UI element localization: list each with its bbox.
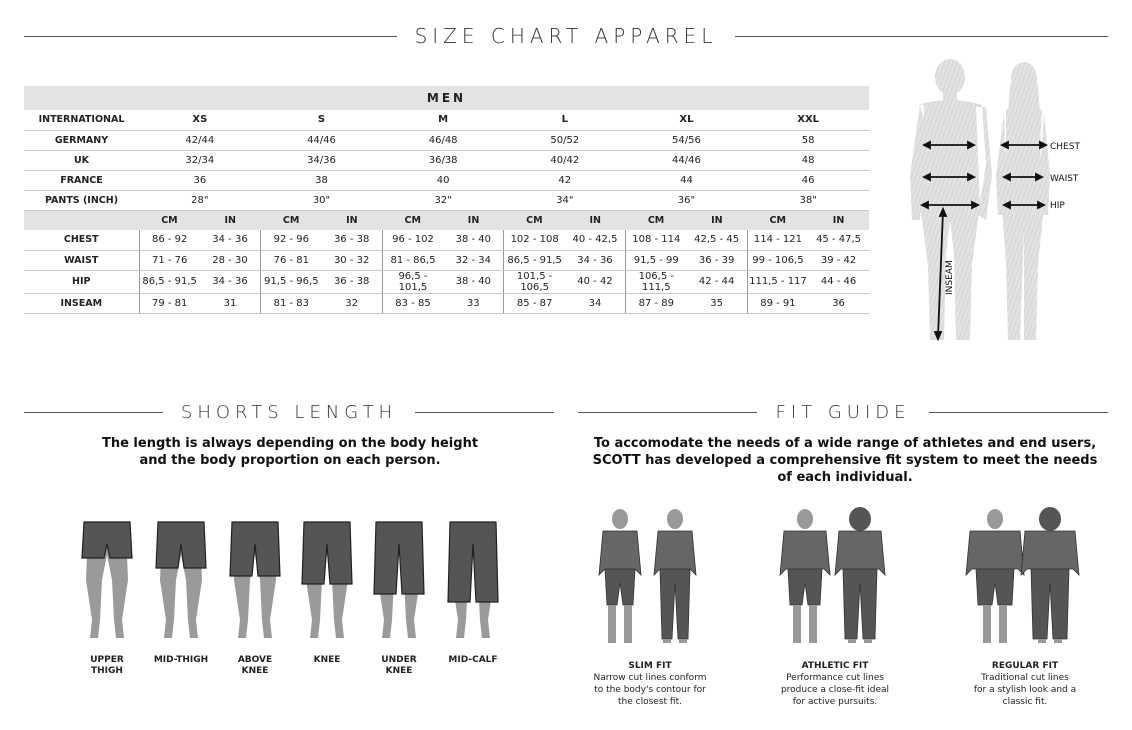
male-silhouette — [910, 59, 992, 340]
shorts-length-label — [433, 655, 513, 666]
shorts-length-label — [359, 655, 439, 677]
shorts-label-line1: MID-THIGH — [153, 655, 209, 665]
size-cell: 38" — [747, 190, 869, 210]
men-header: MEN — [24, 86, 869, 110]
size-chart — [24, 86, 869, 314]
measure-cell: 71 - 76 — [139, 250, 200, 270]
measure-cell: 30 - 32 — [321, 250, 382, 270]
fit-desc-line: Performance cut lines — [786, 673, 884, 683]
measure-cell: 86,5 - 91,5 — [504, 250, 565, 270]
page-title: SIZE CHART APPAREL — [414, 24, 718, 48]
fit-name: SLIM FIT — [628, 661, 672, 671]
shorts-rule-right — [415, 412, 554, 413]
fit-desc-line: for active pursuits. — [792, 697, 878, 707]
measure-cell: 96,5 - 101,5 — [382, 270, 443, 293]
measure-cell: 31 — [200, 293, 261, 313]
measure-cell: 114 - 121 — [747, 230, 808, 250]
measure-cell: 79 - 81 — [139, 293, 200, 313]
unit-cm: CM — [139, 210, 200, 230]
measure-cell: 96 - 102 — [382, 230, 443, 250]
measure-cell: 45 - 47,5 — [808, 230, 869, 250]
fit-desc-line2: SCOTT has developed a comprehensive fit system to meet the needs — [592, 453, 1098, 468]
size-cell: 44/46 — [626, 150, 748, 170]
measure-cell: 42 - 44 — [686, 270, 747, 293]
size-cell: 34/36 — [261, 150, 383, 170]
unit-cm: CM — [504, 210, 565, 230]
size-cell: 38 — [261, 170, 383, 190]
shorts-item — [364, 520, 434, 644]
size-cell: 36/38 — [382, 150, 504, 170]
size-cell: 54/56 — [626, 130, 748, 150]
unit-in: IN — [443, 210, 504, 230]
measure-cell: 38 - 40 — [443, 270, 504, 293]
size-label: M — [382, 110, 504, 130]
row-label: INTERNATIONAL — [24, 110, 139, 130]
measure-cell: 35 — [686, 293, 747, 313]
fit-desc-line: produce a close-fit ideal — [780, 685, 890, 695]
unit-in: IN — [321, 210, 382, 230]
unit-in: IN — [686, 210, 747, 230]
shorts-label-line1: KNEE — [313, 655, 341, 665]
row-label: PANTS (INCH) — [24, 190, 139, 210]
measure-cell: 34 - 36 — [200, 230, 261, 250]
measure-cell: 83 - 85 — [382, 293, 443, 313]
measure-cell: 81 - 86,5 — [382, 250, 443, 270]
shorts-title: SHORTS LENGTH — [180, 401, 398, 423]
measure-cell: 40 - 42,5 — [565, 230, 626, 250]
unit-row — [24, 210, 869, 230]
waist-label: WAIST — [1050, 174, 1079, 184]
size-cell: 42 — [504, 170, 626, 190]
size-cell: 58 — [747, 130, 869, 150]
measure-cell: 102 - 108 — [504, 230, 565, 250]
size-table — [24, 110, 869, 314]
shorts-label-line1: UPPER — [90, 655, 124, 665]
size-label: XL — [626, 110, 748, 130]
fit-title-bar — [578, 400, 1108, 424]
fit-figure — [590, 505, 710, 654]
shorts-length-label — [287, 655, 367, 666]
size-cell: 46/48 — [382, 130, 504, 150]
fit-desc-line: the closest fit. — [618, 697, 682, 707]
measure-cell: 76 - 81 — [261, 250, 322, 270]
row-label: HIP — [24, 270, 139, 293]
unit-spacer — [24, 210, 139, 230]
measure-cell: 34 - 36 — [565, 250, 626, 270]
measure-cell: 86 - 92 — [139, 230, 200, 250]
measure-cell: 36 — [808, 293, 869, 313]
measure-cell: 87 - 89 — [626, 293, 687, 313]
fit-figure — [965, 505, 1085, 654]
shorts-item — [438, 520, 508, 644]
shorts-desc-line2: and the body proportion on each person. — [139, 453, 441, 468]
measure-cell: 99 - 106,5 — [747, 250, 808, 270]
fit-desc-line: to the body's contour for — [594, 685, 706, 695]
size-row — [24, 190, 869, 210]
shorts-title-bar — [24, 400, 554, 424]
size-row — [24, 170, 869, 190]
hip-label: HIP — [1050, 201, 1065, 211]
measure-cell: 91,5 - 99 — [626, 250, 687, 270]
measure-row — [24, 270, 869, 293]
shorts-label-line2: KNEE — [241, 666, 269, 676]
athlete-icon — [965, 505, 1085, 650]
fit-description — [585, 435, 1105, 486]
measure-cell: 42,5 - 45 — [686, 230, 747, 250]
measure-cell: 34 — [565, 293, 626, 313]
fit-title: FIT GUIDE — [775, 401, 911, 423]
measure-cell: 86,5 - 91,5 — [139, 270, 200, 293]
inseam-label: INSEAM — [945, 260, 955, 295]
shorts-length-label — [215, 655, 295, 677]
fit-figure — [775, 505, 895, 654]
fit-desc-line1: To accomodate the needs of a wide range of athletes and end users, — [593, 436, 1097, 451]
female-silhouette — [996, 62, 1050, 340]
size-cell: 32/34 — [139, 150, 261, 170]
legs-icon — [220, 520, 290, 640]
unit-in: IN — [200, 210, 261, 230]
fit-label — [945, 660, 1105, 708]
measure-cell: 38 - 40 — [443, 230, 504, 250]
size-header-row — [24, 110, 869, 130]
unit-cm: CM — [382, 210, 443, 230]
measure-cell: 111,5 - 117 — [747, 270, 808, 293]
size-cell: 40 — [382, 170, 504, 190]
measure-cell: 81 - 83 — [261, 293, 322, 313]
measure-cell: 85 - 87 — [504, 293, 565, 313]
measure-cell: 101,5 - 106,5 — [504, 270, 565, 293]
unit-cm: CM — [747, 210, 808, 230]
size-cell: 34" — [504, 190, 626, 210]
main-title-bar — [24, 22, 1108, 50]
measure-cell: 36 - 39 — [686, 250, 747, 270]
fit-desc-line: Traditional cut lines — [981, 673, 1069, 683]
size-row — [24, 150, 869, 170]
measure-cell: 108 - 114 — [626, 230, 687, 250]
row-label: WAIST — [24, 250, 139, 270]
unit-cm: CM — [261, 210, 322, 230]
shorts-description — [60, 435, 520, 469]
measure-cell: 92 - 96 — [261, 230, 322, 250]
fit-name: ATHLETIC FIT — [801, 661, 869, 671]
shorts-label-line1: MID-CALF — [448, 655, 498, 665]
shorts-label-line1: UNDER — [381, 655, 417, 665]
row-label: FRANCE — [24, 170, 139, 190]
athlete-icon — [775, 505, 895, 650]
shorts-rule-left — [24, 412, 163, 413]
fit-rule-left — [578, 412, 757, 413]
measure-cell: 34 - 36 — [200, 270, 261, 293]
size-cell: 28" — [139, 190, 261, 210]
size-cell: 30" — [261, 190, 383, 210]
size-cell: 36" — [626, 190, 748, 210]
body-silhouette — [900, 55, 1120, 345]
measure-cell: 89 - 91 — [747, 293, 808, 313]
measure-row — [24, 230, 869, 250]
fit-desc-line: Narrow cut lines conform — [593, 673, 707, 683]
measure-cell: 36 - 38 — [321, 270, 382, 293]
size-cell: 32" — [382, 190, 504, 210]
size-cell: 44 — [626, 170, 748, 190]
measure-cell: 91,5 - 96,5 — [261, 270, 322, 293]
legs-icon — [438, 520, 508, 640]
size-cell: 46 — [747, 170, 869, 190]
measure-cell: 28 - 30 — [200, 250, 261, 270]
shorts-item — [72, 520, 142, 644]
fit-name: REGULAR FIT — [991, 661, 1059, 671]
measure-cell: 36 - 38 — [321, 230, 382, 250]
size-label: XS — [139, 110, 261, 130]
fit-label — [755, 660, 915, 708]
title-rule-left — [24, 36, 397, 37]
row-label: CHEST — [24, 230, 139, 250]
size-cell: 50/52 — [504, 130, 626, 150]
size-row — [24, 130, 869, 150]
measure-cell: 32 - 34 — [443, 250, 504, 270]
unit-cm: CM — [626, 210, 687, 230]
legs-icon — [72, 520, 142, 640]
shorts-label-line2: THIGH — [91, 666, 123, 676]
measure-cell: 39 - 42 — [808, 250, 869, 270]
size-cell: 40/42 — [504, 150, 626, 170]
shorts-item — [220, 520, 290, 644]
legs-icon — [146, 520, 216, 640]
shorts-label-line1: ABOVE — [237, 655, 273, 665]
shorts-length-label — [141, 655, 221, 666]
fit-desc-line3: of each individual. — [777, 470, 913, 485]
size-cell: 48 — [747, 150, 869, 170]
size-label: XXL — [747, 110, 869, 130]
measure-cell: 32 — [321, 293, 382, 313]
fit-desc-line: classic fit. — [1002, 697, 1048, 707]
shorts-item — [146, 520, 216, 644]
measure-row — [24, 293, 869, 313]
size-label: L — [504, 110, 626, 130]
size-cell: 44/46 — [261, 130, 383, 150]
measure-row — [24, 250, 869, 270]
shorts-label-line2: KNEE — [385, 666, 413, 676]
athlete-icon — [590, 505, 710, 650]
size-cell: 42/44 — [139, 130, 261, 150]
size-label: S — [261, 110, 383, 130]
unit-in: IN — [565, 210, 626, 230]
measure-cell: 40 - 42 — [565, 270, 626, 293]
measure-cell: 44 - 46 — [808, 270, 869, 293]
legs-icon — [364, 520, 434, 640]
unit-in: IN — [808, 210, 869, 230]
fit-label — [570, 660, 730, 708]
fit-rule-right — [929, 412, 1108, 413]
row-label: GERMANY — [24, 130, 139, 150]
chest-label: CHEST — [1050, 142, 1080, 152]
measure-cell: 106,5 - 111,5 — [626, 270, 687, 293]
shorts-length-label — [67, 655, 147, 677]
fit-desc-line: for a stylish look and a — [973, 685, 1077, 695]
title-rule-right — [735, 36, 1108, 37]
row-label: UK — [24, 150, 139, 170]
row-label: INSEAM — [24, 293, 139, 313]
size-cell: 36 — [139, 170, 261, 190]
body-measurement-figure — [900, 55, 1120, 345]
legs-icon — [292, 520, 362, 640]
shorts-desc-line1: The length is always depending on the body height — [101, 436, 479, 451]
shorts-item — [292, 520, 362, 644]
measure-cell: 33 — [443, 293, 504, 313]
